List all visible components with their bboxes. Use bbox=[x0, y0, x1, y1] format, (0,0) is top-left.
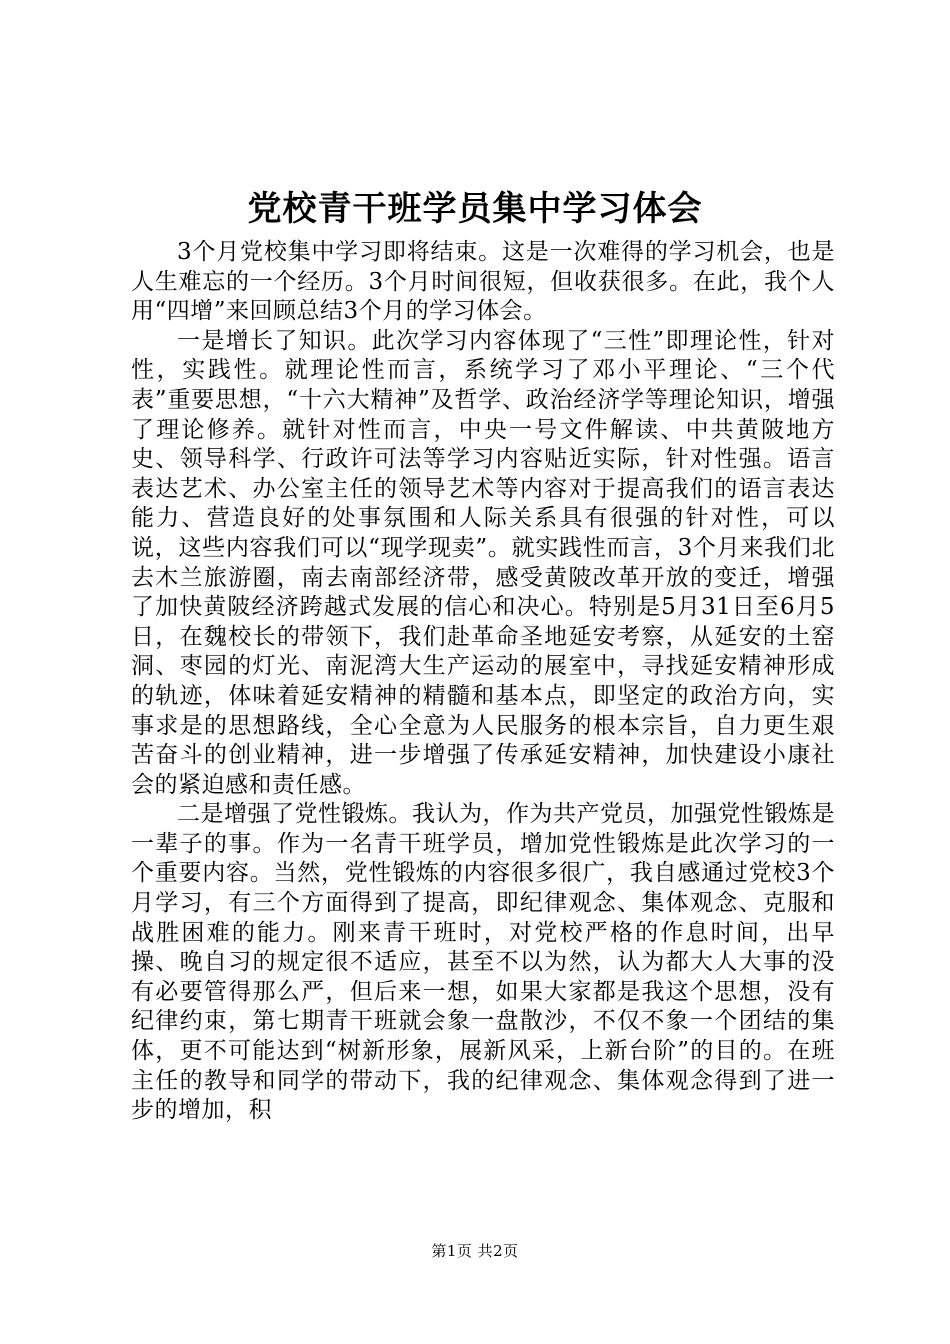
paragraph-knowledge: 一是增长了知识。此次学习内容体现了“三性”即理论性，针对性，实践性。就理论性而言，系统学习了邓小平理论、“三个代表”重要思想，“十六大精神”及哲学、政治经济学等理论知识，增强了理论修养。就针对性而言，中央一号文件解读、中共黄陂地方史、领导科学、行政许可法等学习内容贴近实际，针对性强。语言表达艺术、办公室主任的领导艺术等内容对于提高我们的语言表达能力、营造良好的处事氛围和人际关系具有很强的针对性，可以说，这些内容我们可以“现学现卖”。就实践性而言，3个月来我们北去木兰旅游圈，南去南部经济带，感受黄陂改革开放的变迁，增强了加快黄陂经济跨越式发展的信心和决心。特别是5月31日至6月5日，在魏校长的带领下，我们赴革命圣地延安考察，从延安的土窑洞、枣园的灯光、南泥湾大生产运动的展室中，寻找延安精神形成的轨迹，体味着延安精神的精髓和基本点，即坚定的政治方向，实事求是的思想路线，全心全意为人民服务的根本宗旨，自力更生艰苦奋斗的创业精神，进一步增强了传承延安精神，加快建设小康社会的紧迫感和责任感。 bbox=[131, 327, 835, 798]
paragraph-intro: 3个月党校集中学习即将结束。这是一次难得的学习机会，也是人生难忘的一个经历。3个月时间很短，但收获很多。在此，我个人用“四增”来回顾总结3个月的学习体会。 bbox=[131, 239, 835, 325]
page-footer: 第1页 共2页 bbox=[431, 1242, 519, 1260]
paragraph-party-spirit: 二是增强了党性锻炼。我认为，作为共产党员，加强党性锻炼是一辈子的事。作为一名青干班学员，增加党性锻炼是此次学习的一个重要内容。当然，党性锻炼的内容很多很广，我自感通过党校3个月学习，有三个方面得到了提高，即纪律观念、集体观念、克服和战胜困难的能力。刚来青干班时，对党校严格的作息时间，出早操、晚自习的规定很不适应，甚至不以为然，认为都大人大事的没有必要管得那么严，但后来一想，如果大家都是我这个思想，没有纪律约束，第七期青干班就会象一盘散沙，不仅不象一个团结的集体，更不可能达到“树新形象，展新风采，上新台阶”的目的。在班主任的教导和同学的带动下，我的纪律观念、集体观念得到了进一步的增加，积 bbox=[131, 801, 835, 1124]
document-body bbox=[131, 238, 835, 1126]
document-title: 党校青干班学员集中学习体会 bbox=[247, 189, 703, 229]
